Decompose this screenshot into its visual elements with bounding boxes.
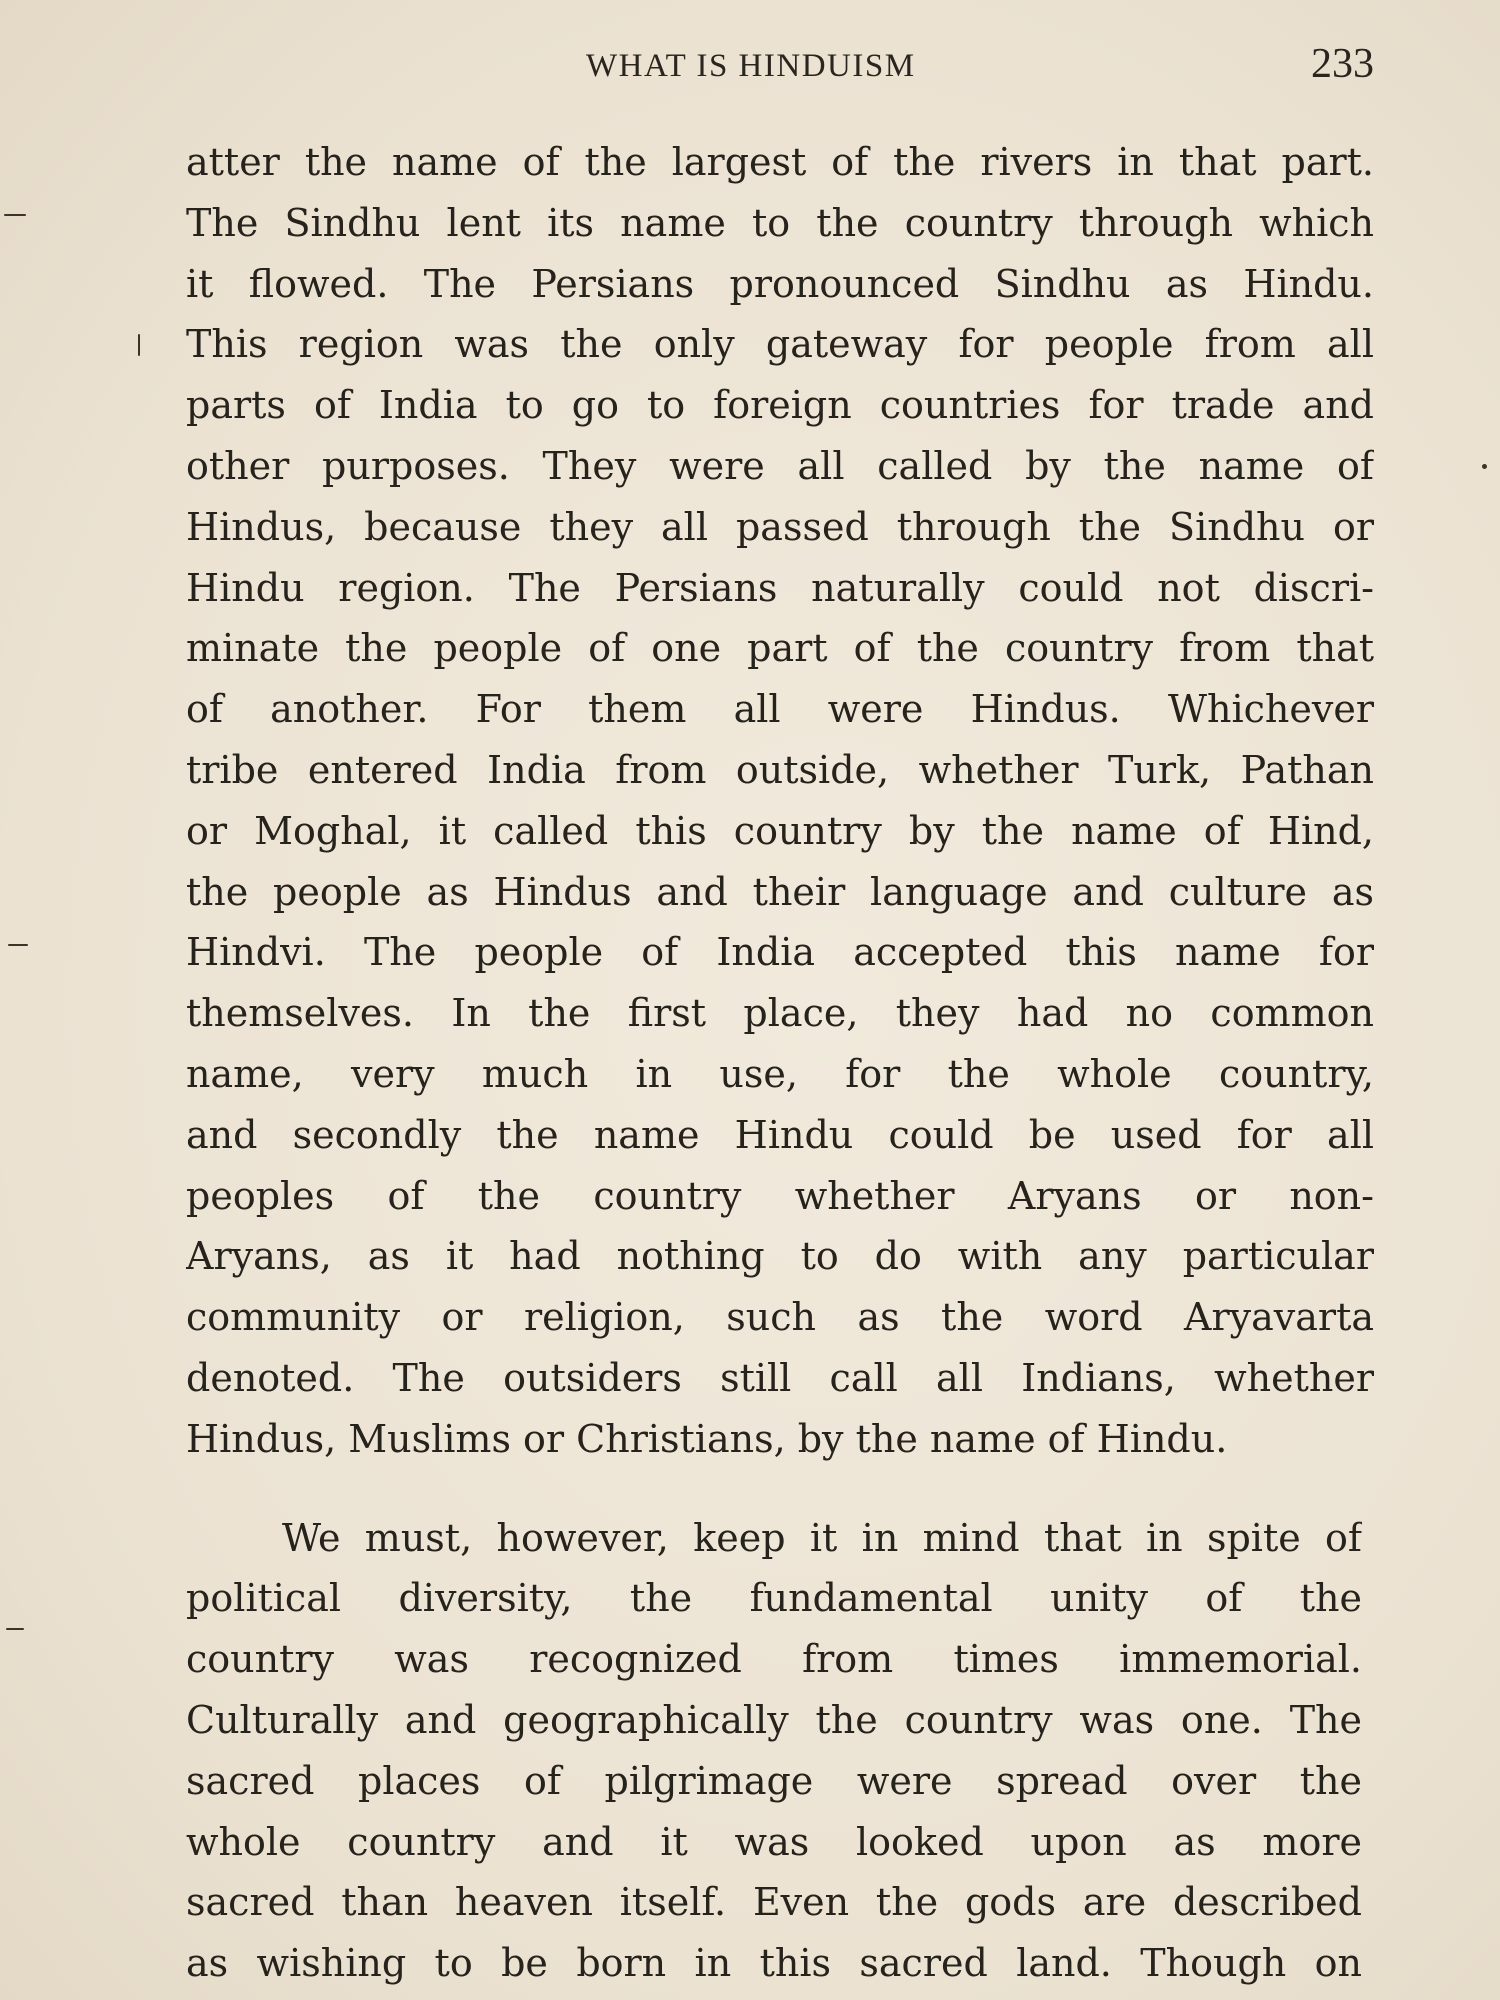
text-line: the people as Hindus and their language and culture as: [186, 869, 1374, 914]
text-line: The Sindhu lent its name to the country through which: [186, 200, 1374, 245]
text-line: Hindu region. The Persians naturally could not discri-: [186, 565, 1374, 610]
text-line: as wishing to be born in this sacred land. Though on: [186, 1941, 1362, 1986]
text-line: We must, however, keep it in mind that in spite of: [282, 1515, 1362, 1560]
margin-mark: [138, 334, 140, 356]
text-line: community or religion, such as the word Aryavarta: [186, 1295, 1374, 1340]
text-line: Culturally and geographically the country was one. The: [186, 1697, 1362, 1742]
text-line: sacred than heaven itself. Even the gods are described: [186, 1880, 1362, 1925]
text-line: Hindus, because they all passed through the Sindhu or: [186, 504, 1374, 549]
text-line: denoted. The outsiders still call all Indians, whether: [186, 1355, 1374, 1400]
text-line: Hindus, Muslims or Christians, by the name of Hindu.: [186, 1416, 1228, 1461]
text-line: minate the people of one part of the country from that: [186, 626, 1374, 671]
text-line: or Moghal, it called this country by the name of Hind,: [186, 808, 1374, 853]
text-line: peoples of the country whether Aryans or non-: [186, 1173, 1374, 1218]
text-line: Aryans, as it had nothing to do with any particular: [186, 1234, 1374, 1279]
paragraph-2: [186, 1508, 1374, 1994]
margin-mark: [4, 214, 26, 216]
text-line: atter the name of the largest of the rivers in that part.: [186, 140, 1374, 184]
text-line: This region was the only gateway for people from all: [186, 322, 1374, 367]
text-line: of another. For them all were Hindus. Whichever: [186, 687, 1374, 732]
margin-mark: [8, 944, 28, 946]
body-text: [186, 132, 1374, 1994]
text-line: sacred places of pilgrimage were spread over the: [186, 1758, 1362, 1803]
running-head: [186, 40, 1374, 90]
margin-mark: [6, 1628, 24, 1630]
text-line: themselves. In the first place, they had no common: [186, 991, 1374, 1036]
text-line: political diversity, the fundamental unity of the: [186, 1576, 1362, 1621]
text-line: Hindvi. The people of India accepted this name for: [186, 930, 1374, 975]
text-line: and secondly the name Hindu could be used for all: [186, 1112, 1374, 1157]
running-title: WHAT IS HINDUISM: [586, 48, 916, 84]
paragraph-1: [186, 132, 1374, 1470]
text-line: whole country and it was looked upon as more: [186, 1819, 1362, 1864]
text-line: parts of India to go to foreign countries for trade and: [186, 383, 1374, 428]
text-line: country was recognized from times immemorial.: [186, 1637, 1362, 1682]
text-line: it flowed. The Persians pronounced Sindhu as Hindu.: [186, 261, 1374, 306]
text-line: name, very much in use, for the whole country,: [186, 1051, 1374, 1096]
text-line: tribe entered India from outside, whether Turk, Pathan: [186, 747, 1374, 792]
margin-mark: [1482, 464, 1487, 469]
text-line: other purposes. They were all called by the name of: [186, 443, 1374, 488]
page-number: 233: [1311, 41, 1374, 87]
